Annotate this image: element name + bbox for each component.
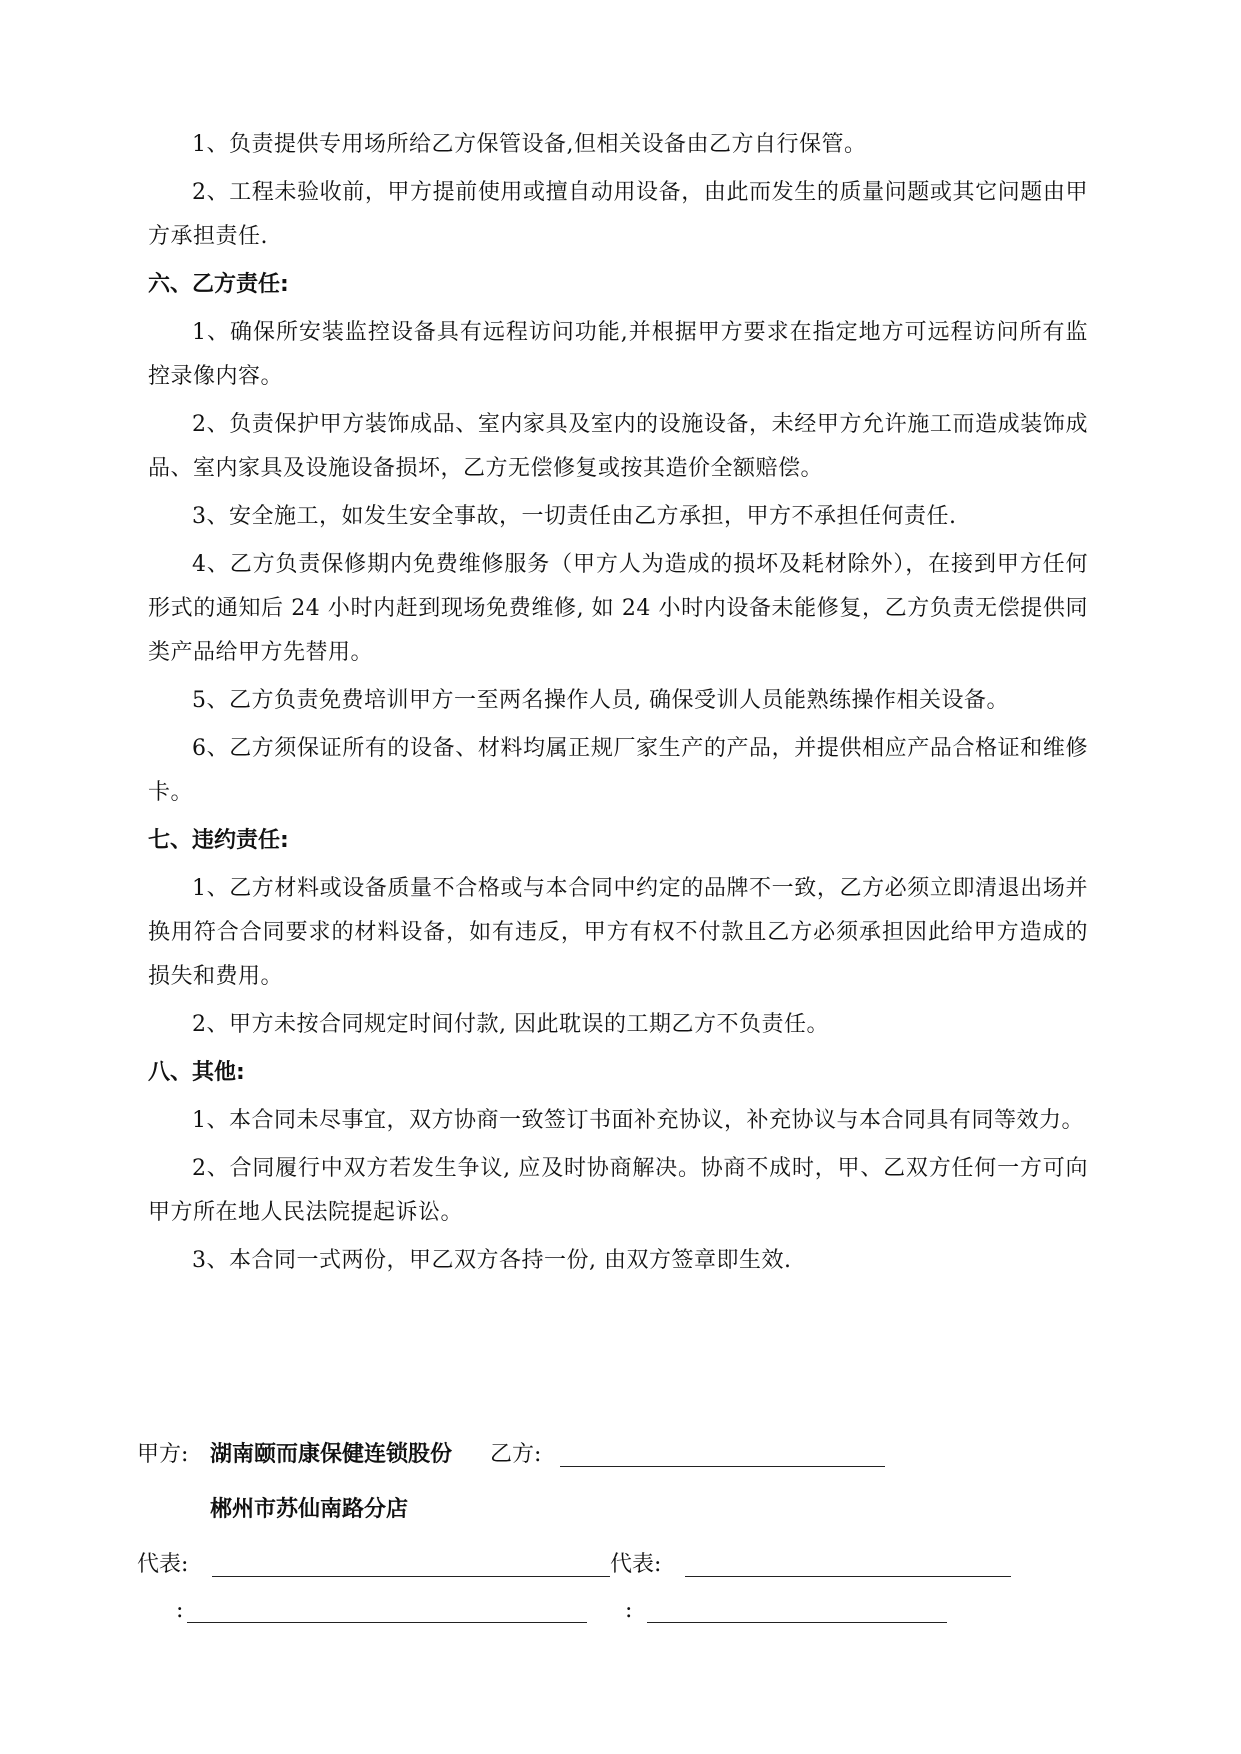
s8-item-2: 2、合同履行中双方若发生争议, 应及时协商解决。协商不成时，甲、乙双方任何一方可向甲方所在地人民法院提起诉讼。: [148, 1156, 1088, 1225]
party-b-signature-line: [560, 1466, 885, 1467]
rep-a-signature-line: [212, 1576, 610, 1577]
rep-b-signature-line: [685, 1576, 1011, 1577]
party-b-label: 乙方:: [490, 1442, 542, 1467]
colon-a: :: [176, 1598, 184, 1623]
rep-b-label: 代表:: [610, 1552, 662, 1577]
s6-item-1: 1、确保所安装监控设备具有远程访问功能,并根据甲方要求在指定地方可远程访问所有监控录像内容。: [148, 320, 1088, 389]
s6-item-2: 2、负责保护甲方装饰成品、室内家具及室内的设施设备，未经甲方允许施工而造成装饰成品、室内家具及设施设备损坏，乙方无偿修复或按其造价全额赔偿。: [148, 412, 1088, 481]
s5-item-1: 1、负责提供专用场所给乙方保管设备,但相关设备由乙方自行保管。: [192, 132, 867, 157]
party-a-branch: 郴州市苏仙南路分店: [210, 1497, 409, 1522]
section-8-heading: 八、其他:: [148, 1060, 245, 1085]
party-a-label: 甲方:: [137, 1442, 189, 1467]
contract-body: [148, 123, 1088, 1283]
s7-item-1: 1、乙方材料或设备质量不合格或与本合同中约定的品牌不一致，乙方必须立即清退出场并换用符合合同要求的材料设备，如有违反，甲方有权不付款且乙方必须承担因此给甲方造成的损失和费用。: [148, 876, 1088, 989]
colon-b: :: [625, 1598, 633, 1623]
s6-item-5: 5、乙方负责免费培训甲方一至两名操作人员, 确保受训人员能熟练操作相关设备。: [192, 688, 1009, 713]
s6-item-3: 3、安全施工，如发生安全事故，一切责任由乙方承担，甲方不承担任何责任.: [192, 504, 957, 529]
party-a-name: 湖南颐而康保健连锁股份: [210, 1442, 453, 1467]
s6-item-6: 6、乙方须保证所有的设备、材料均属正规厂家生产的产品，并提供相应产品合格证和维修卡。: [148, 736, 1088, 805]
section-6-heading: 六、乙方责任:: [148, 272, 289, 297]
rep-a-label: 代表:: [137, 1552, 189, 1577]
s8-item-3: 3、本合同一式两份，甲乙双方各持一份, 由双方签章即生效.: [192, 1248, 792, 1273]
s5-item-2: 2、工程未验收前，甲方提前使用或擅自动用设备，由此而发生的质量问题或其它问题由甲方承担责任.: [148, 180, 1088, 249]
s8-item-1: 1、本合同未尽事宜，双方协商一致签订书面补充协议，补充协议与本合同具有同等效力。: [192, 1108, 1085, 1133]
s7-item-2: 2、甲方未按合同规定时间付款, 因此耽误的工期乙方不负责任。: [192, 1012, 829, 1037]
s6-item-4: 4、乙方负责保修期内免费维修服务（甲方人为造成的损坏及耗材除外），在接到甲方任何形式的通知后 24 小时内赶到现场免费维修, 如 24 小时内设备未能修复，乙方负责无偿提供同类产品给甲方先替用。: [148, 552, 1088, 665]
section-7-heading: 七、违约责任:: [148, 828, 289, 853]
date-b-line: [647, 1622, 947, 1623]
date-a-line: [187, 1622, 587, 1623]
